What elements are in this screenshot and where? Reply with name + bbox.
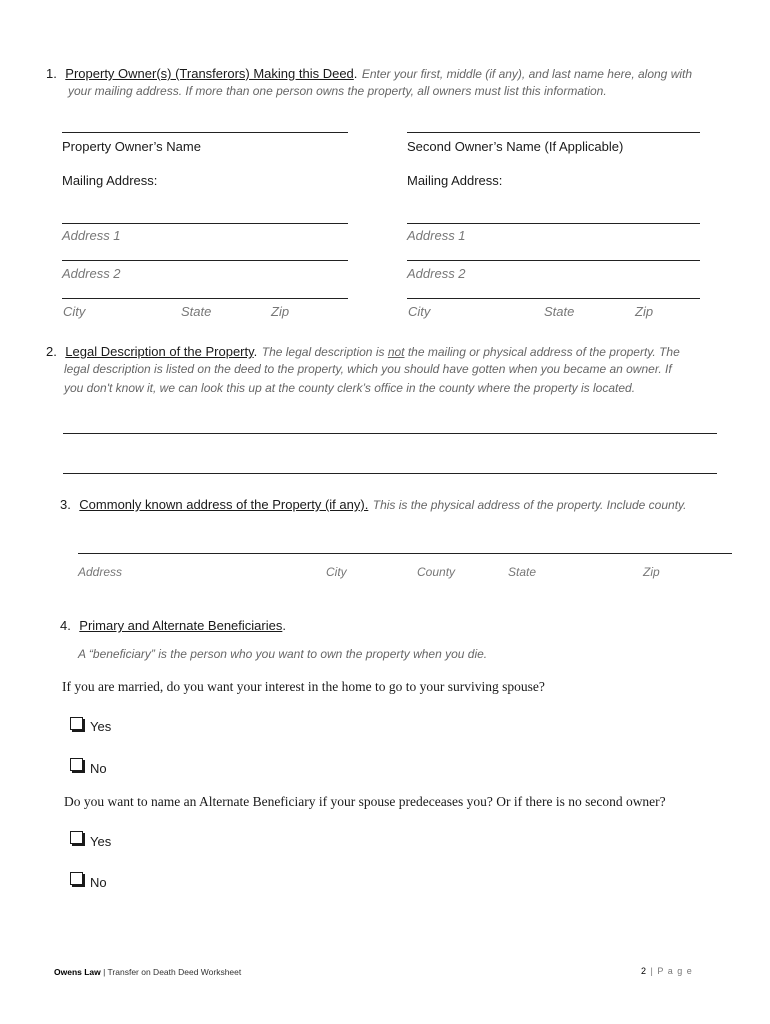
owner1-address2-line[interactable] — [62, 260, 348, 261]
footer-page-number — [641, 966, 693, 976]
spouse-yes-checkbox[interactable] — [70, 717, 83, 730]
section-number: 4. — [60, 618, 71, 633]
owner2-name-label: Second Owner’s Name (If Applicable) — [407, 139, 624, 154]
section-2-heading: 2. Legal Description of the Property. The legal description is not the mailing or physical address of the property. The — [46, 344, 680, 359]
legal-description-line-1[interactable] — [63, 433, 717, 434]
page-number: 2 — [641, 966, 648, 976]
section-title: Primary and Alternate Beneficiaries — [79, 618, 283, 633]
section-number: 2. — [46, 344, 57, 359]
section-number: 1. — [46, 66, 57, 81]
footer-document-title — [54, 967, 241, 977]
spouse-no-label: No — [90, 761, 107, 776]
section-instructions-cont: your mailing address. If more than one person owns the property, all owners must list this information. — [68, 84, 607, 98]
owner2-address1-line[interactable] — [407, 223, 700, 224]
owner1-address1-label: Address 1 — [62, 228, 121, 243]
owner1-name-label: Property Owner’s Name — [62, 139, 201, 154]
section-title: Property Owner(s) (Transferors) Making this Deed — [65, 66, 354, 81]
section-instructions: This is the physical address of the property. Include county. — [372, 498, 687, 512]
section-number: 3. — [60, 497, 71, 512]
property-county-label: County — [417, 565, 456, 579]
section-instructions-cont: you don't know it, we can look this up at the county clerk’s office in the county where the property is located. — [64, 381, 636, 395]
owner2-city-label: City — [408, 304, 431, 319]
section-instructions: Enter your first, middle (if any), and last name here, along with — [361, 67, 693, 81]
section-1-heading: 1. Property Owner(s) (Transferors) Making this Deed. Enter your first, middle (if any), and last name here, along with — [46, 66, 693, 81]
legal-description-line-2[interactable] — [63, 473, 717, 474]
section-instructions: The legal description is not the mailing or physical address of the property. The — [261, 345, 680, 359]
property-city-label: City — [326, 565, 347, 579]
page-label: | P a g e — [647, 966, 693, 976]
owner2-address1-label: Address 1 — [407, 228, 466, 243]
section-instructions-cont: legal description is listed on the deed to the property, which you should have gotten when you became an owner. If — [64, 362, 672, 376]
owner1-address2-label: Address 2 — [62, 266, 121, 281]
spouse-yes-label: Yes — [90, 719, 112, 734]
owner2-mailing-label: Mailing Address: — [407, 173, 503, 188]
owner1-address1-line[interactable] — [62, 223, 348, 224]
firm-name: Owens Law — [54, 967, 101, 977]
owner2-zip-label: Zip — [635, 304, 654, 319]
property-zip-label: Zip — [643, 565, 660, 579]
owner2-name-line[interactable] — [407, 132, 700, 133]
property-address-label: Address — [78, 565, 123, 579]
owner2-city-line[interactable] — [407, 298, 700, 299]
section-4-heading: 4. Primary and Alternate Beneficiaries. — [60, 618, 286, 633]
document-name: | Transfer on Death Deed Worksheet — [100, 967, 242, 977]
owner1-state-label: State — [181, 304, 212, 319]
owner2-address2-line[interactable] — [407, 260, 700, 261]
alternate-no-checkbox[interactable] — [70, 872, 83, 885]
alternate-beneficiary-question: Do you want to name an Alternate Beneficiary if your spouse predeceases you? Or if there is no second owner? — [64, 794, 666, 809]
section-title: Commonly known address of the Property (if any). — [79, 497, 369, 512]
spouse-question: If you are married, do you want your interest in the home to go to your surviving spouse? — [62, 679, 545, 694]
owner1-zip-label: Zip — [271, 304, 290, 319]
property-address-line[interactable] — [78, 553, 732, 554]
spouse-no-checkbox[interactable] — [70, 758, 83, 771]
owner1-city-label: City — [63, 304, 86, 319]
alternate-no-label: No — [90, 875, 107, 890]
section-3-heading — [60, 496, 686, 514]
owner1-city-line[interactable] — [62, 298, 348, 299]
section-title: Legal Description of the Property — [65, 344, 254, 359]
alternate-yes-label: Yes — [90, 834, 112, 849]
owner2-address2-label: Address 2 — [407, 266, 466, 281]
property-state-label: State — [508, 565, 537, 579]
owner1-mailing-label: Mailing Address: — [62, 173, 158, 188]
owner1-name-line[interactable] — [62, 132, 348, 133]
beneficiary-definition: A “beneficiary” is the person who you want to own the property when you die. — [78, 647, 488, 661]
alternate-yes-checkbox[interactable] — [70, 831, 83, 844]
owner2-state-label: State — [544, 304, 575, 319]
